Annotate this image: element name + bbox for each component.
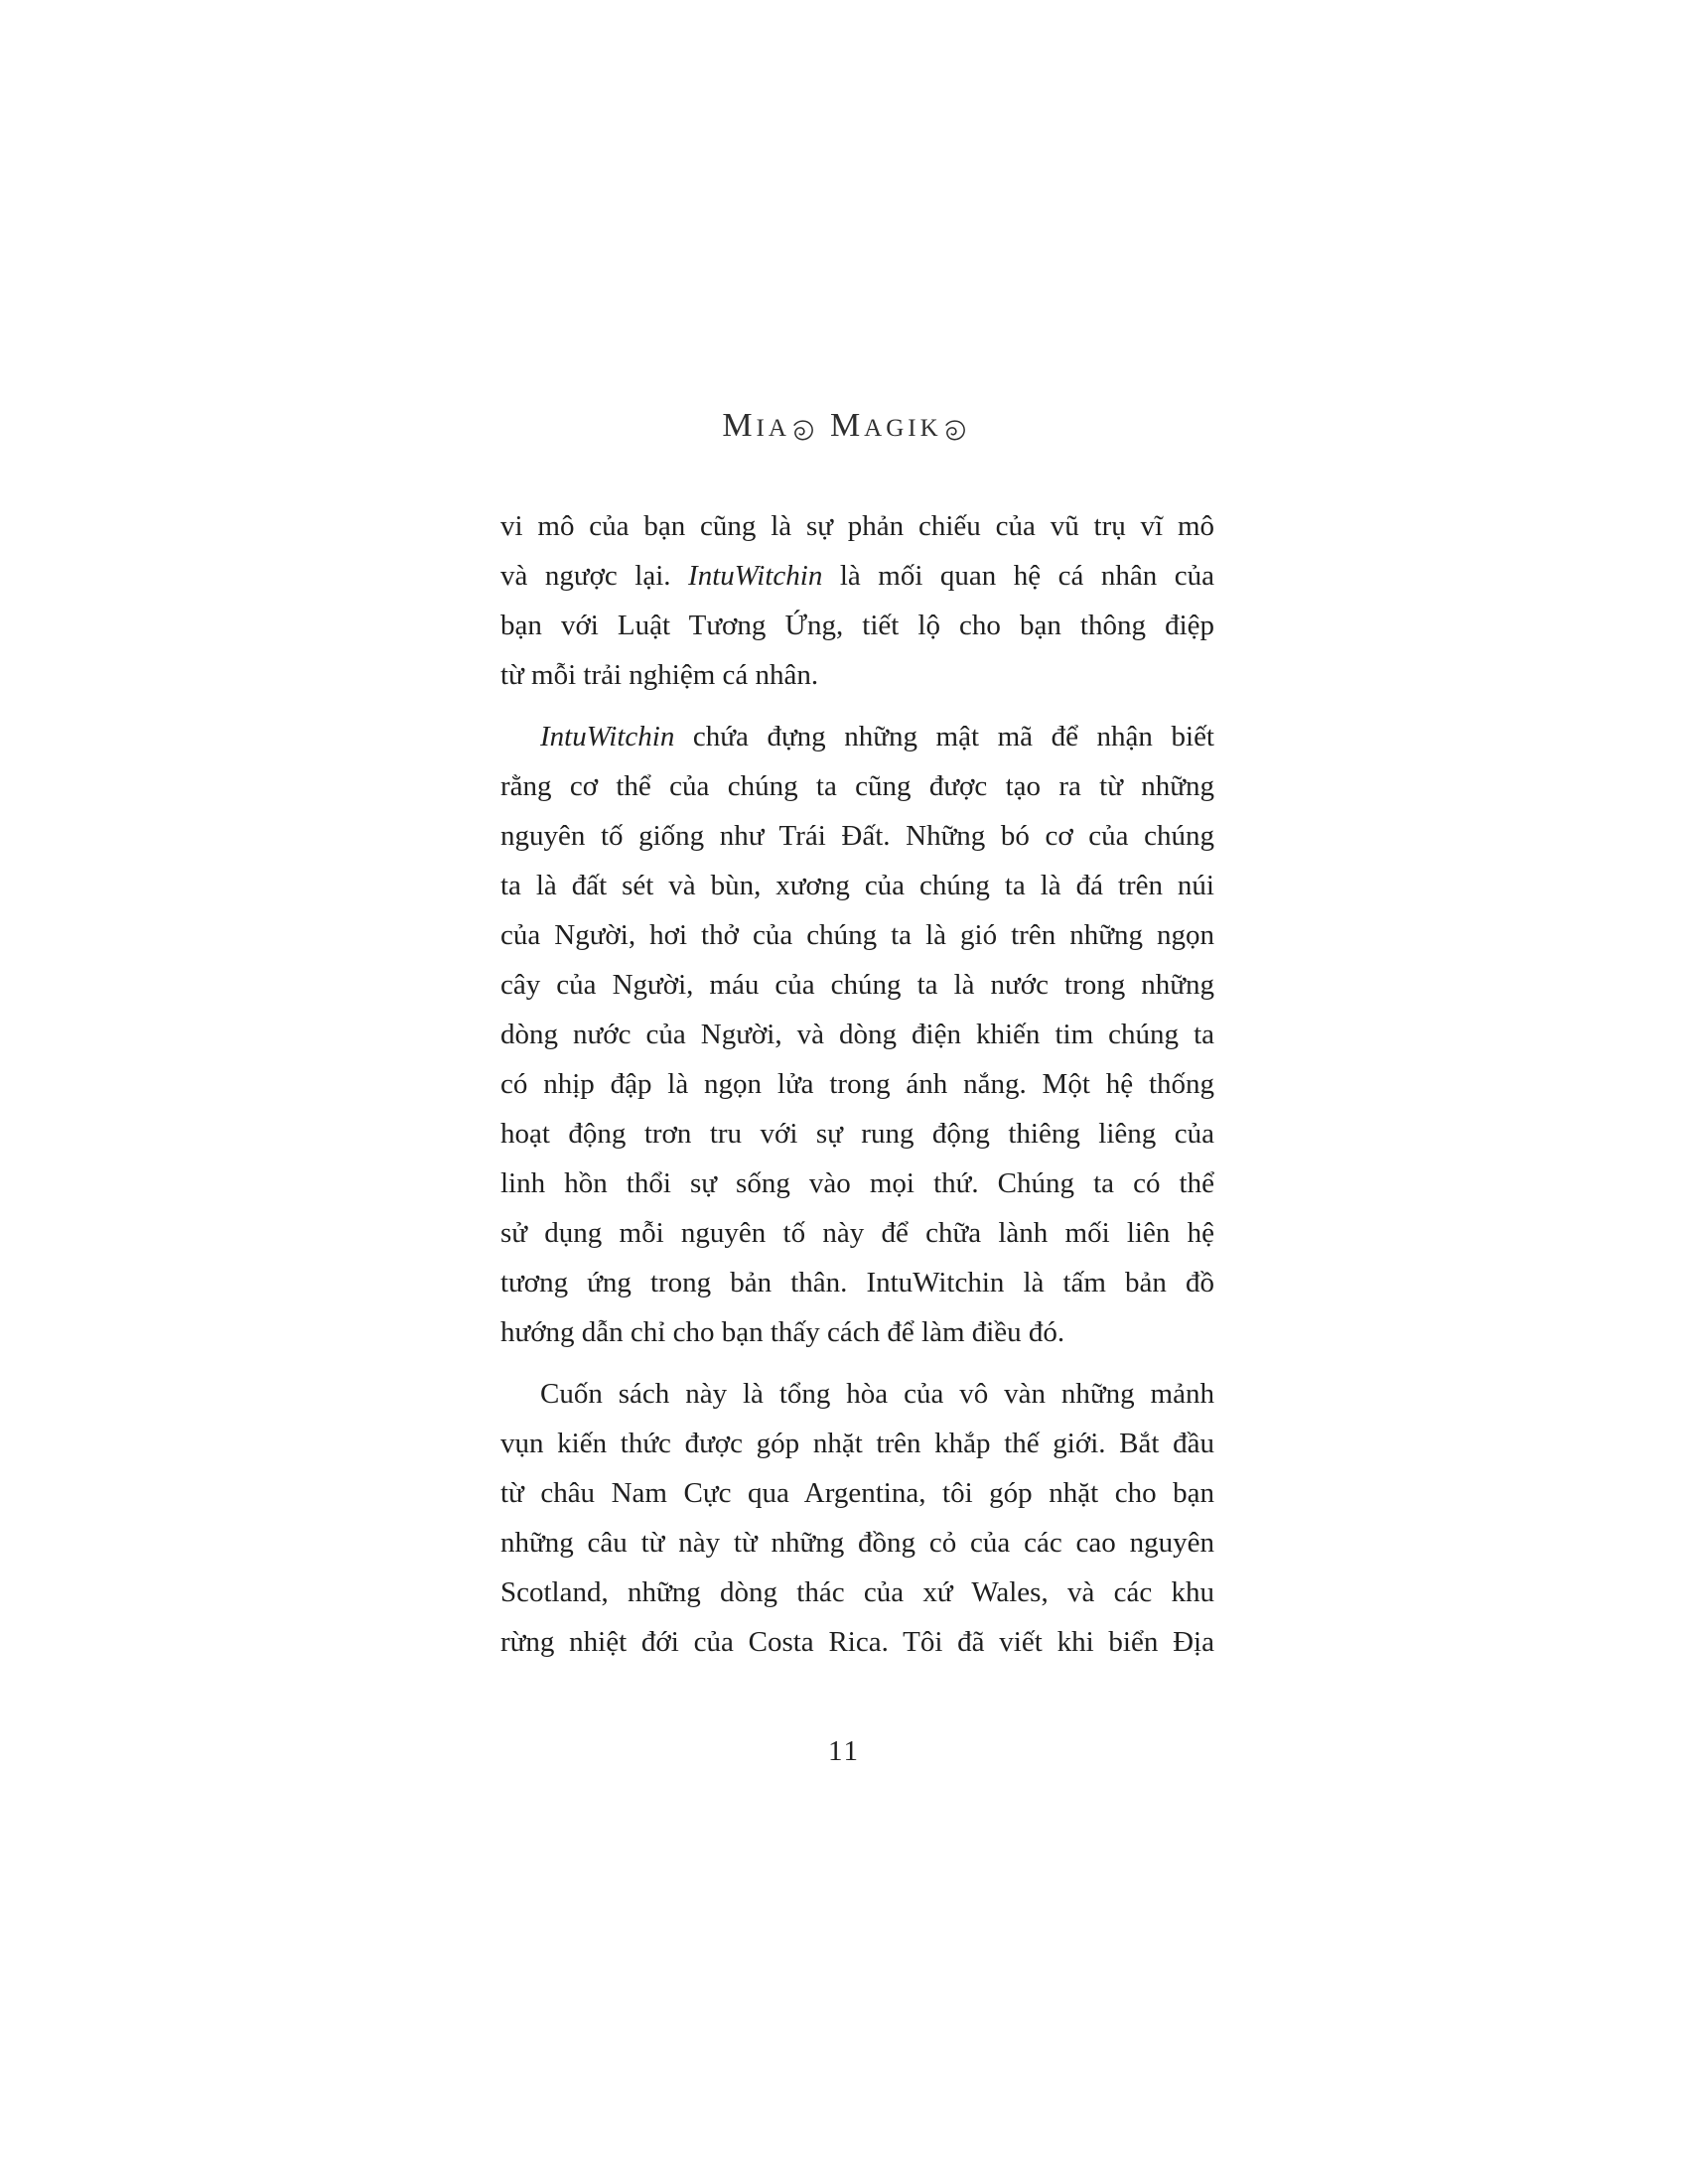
text-run: Scotland, những dòng thác của xứ Wales, và các khu [500, 1576, 1214, 1608]
paragraph [500, 712, 1214, 1357]
text-line [500, 650, 1214, 700]
text-line [500, 1369, 1214, 1419]
text-run: từ châu Nam Cực qua Argentina, tôi góp nhặt cho bạn [500, 1477, 1214, 1509]
running-header [0, 409, 1688, 455]
text-run: linh hồn thổi sự sống vào mọi thứ. Chúng ta có thể [500, 1167, 1214, 1199]
text-run: và ngược lại. [500, 560, 689, 592]
paragraph [500, 501, 1214, 700]
spiral-flourish-icon [791, 419, 814, 455]
text-run: chứa đựng những mật mã để nhận biết [674, 721, 1214, 752]
text-run: tương ứng trong bản thân. IntuWitchin là tấm bản đồ [500, 1267, 1214, 1298]
text-run: sử dụng mỗi nguyên tố này để chữa lành mối liên hệ [500, 1217, 1214, 1249]
italic-term: IntuWitchin [540, 721, 675, 752]
text-line [500, 712, 1214, 761]
text-line [500, 1258, 1214, 1307]
text-line [500, 1468, 1214, 1518]
header-word-magik: MAGIK [829, 407, 942, 444]
text-run: nguyên tố giống như Trái Đất. Những bó cơ của chúng [500, 820, 1214, 852]
text-line [500, 1010, 1214, 1059]
text-run: từ mỗi trải nghiệm cá nhân. [500, 659, 819, 691]
text-run: rừng nhiệt đới của Costa Rica. Tôi đã viết khi biển Địa [500, 1626, 1214, 1658]
spiral-flourish-icon [943, 419, 966, 455]
text-run: những câu từ này từ những đồng cỏ của các cao nguyên [500, 1527, 1214, 1559]
text-run: hướng dẫn chỉ cho bạn thấy cách để làm điều đó. [500, 1316, 1065, 1348]
text-run: vụn kiến thức được góp nhặt trên khắp thế giới. Bắt đầu [500, 1428, 1214, 1459]
header-word-mia: MIA [722, 407, 790, 444]
text-run: ta là đất sét và bùn, xương của chúng ta là đá trên núi [500, 870, 1214, 901]
text-run: rằng cơ thể của chúng ta cũng được tạo ra từ những [500, 770, 1214, 802]
text-line [500, 1109, 1214, 1159]
text-line [500, 1059, 1214, 1109]
text-line [500, 1568, 1214, 1617]
text-line [500, 551, 1214, 601]
page-number: 11 [828, 1735, 860, 1767]
text-line [500, 601, 1214, 650]
text-line [500, 811, 1214, 861]
text-run: vi mô của bạn cũng là sự phản chiếu của vũ trụ vĩ mô [500, 510, 1214, 542]
text-line [500, 1159, 1214, 1208]
text-line [500, 1419, 1214, 1468]
text-run: là mối quan hệ cá nhân của [822, 560, 1214, 592]
text-run: bạn với Luật Tương Ứng, tiết lộ cho bạn thông điệp [500, 610, 1214, 641]
text-line [500, 960, 1214, 1010]
text-run: có nhịp đập là ngọn lửa trong ánh nắng. Một hệ thống [500, 1068, 1214, 1100]
text-line [500, 910, 1214, 960]
text-line [500, 1617, 1214, 1667]
text-run: hoạt động trơn tru với sự rung động thiêng liêng của [500, 1118, 1214, 1150]
text-run: của Người, hơi thở của chúng ta là gió trên những ngọn [500, 919, 1214, 951]
text-line [500, 861, 1214, 910]
text-line [500, 1518, 1214, 1568]
text-line [500, 1208, 1214, 1258]
body-text-column [500, 501, 1214, 1667]
text-run: Cuốn sách này là tổng hòa của vô vàn những mảnh [540, 1378, 1214, 1410]
text-run: cây của Người, máu của chúng ta là nước trong những [500, 969, 1214, 1001]
text-run: dòng nước của Người, và dòng điện khiến tim chúng ta [500, 1019, 1214, 1050]
text-line [500, 501, 1214, 551]
paragraph [500, 1369, 1214, 1667]
text-line [500, 761, 1214, 811]
italic-term: IntuWitchin [688, 560, 823, 592]
text-line [500, 1307, 1214, 1357]
